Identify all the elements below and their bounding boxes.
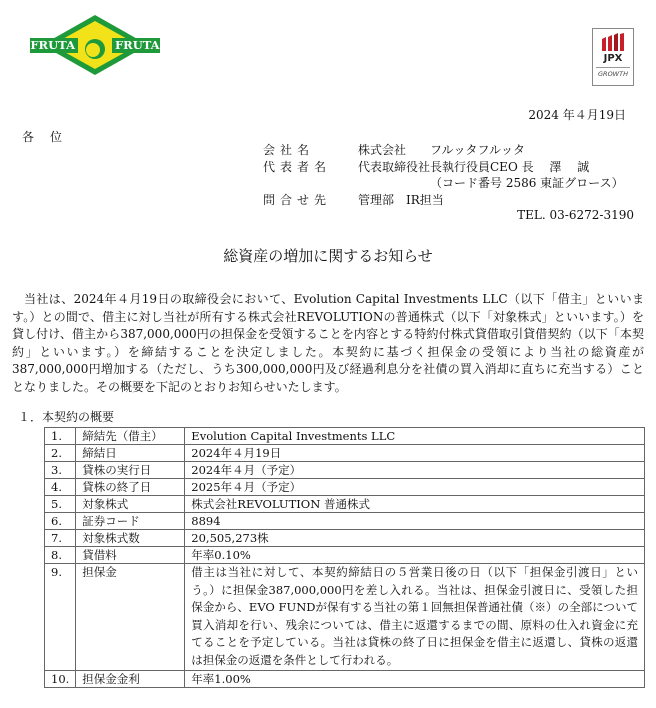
table-row: [45, 670, 645, 687]
body-paragraph: 当社は、2024年４月19日の取締役会において、Evolution Capital Investments LLC（以下「借主」といいます。）との間で、借主に対し当社が所有する株式会社REVOLUTIONの普通株式（以下「対象株式」といいます。）を貸し付け、借主から387,000,000円の担保金を受領することを内容とする特約付株式貸借取引貸借契約（以下「本契約」といいます。）を締結することを決定しました。本契約に基づく担保金の受領により当社の総資産が387,000,000円増加する（ただし、うち300,000,000円及び経過利息分を社債の買入消却に直ちに充当する）こととなりました。その概要を下記のとおりお知らせいたします。: [12, 292, 644, 394]
row-number: 6.: [45, 513, 76, 530]
row-number: 1.: [45, 428, 76, 445]
table-row: [45, 496, 645, 513]
row-value: 2025年４月（予定）: [185, 479, 645, 496]
row-label: 締結日: [76, 445, 185, 462]
table-row: [45, 479, 645, 496]
row-value: 8894: [185, 513, 645, 530]
row-label: 担保金金利: [76, 670, 185, 687]
row-label: 対象株式数: [76, 530, 185, 547]
row-value: 20,505,273株: [185, 530, 645, 547]
table-row: [45, 428, 645, 445]
row-number: 7.: [45, 530, 76, 547]
document-date: 2024 年４月19日: [528, 108, 626, 122]
jpx-bars-icon: [602, 33, 624, 51]
row-number: 8.: [45, 547, 76, 564]
company-name-value: 株式会社 フルッタフルッタ: [358, 143, 526, 157]
row-value: Evolution Capital Investments LLC: [185, 428, 645, 445]
row-label: 担保金: [76, 564, 185, 671]
company-logo: [30, 14, 160, 76]
row-label: 貸借料: [76, 547, 185, 564]
row-number: 10.: [45, 670, 76, 687]
stock-code-note: （コード番号 2586 東証グロース）: [430, 176, 624, 190]
row-label: 貸株の実行日: [76, 462, 185, 479]
tel-number: TEL. 03-6272-3190: [517, 208, 634, 222]
row-number: 2.: [45, 445, 76, 462]
row-value: 年率0.10%: [185, 547, 645, 564]
row-label: 締結先（借主）: [76, 428, 185, 445]
representative-row: [263, 159, 589, 176]
representative-label: 代表者名: [263, 159, 332, 174]
logo-text: FRUTA FRUTA: [30, 38, 160, 52]
section-heading: １．本契約の概要: [18, 410, 115, 424]
row-label: 証券コード: [76, 513, 185, 530]
overview-table: [44, 427, 645, 688]
row-value: 2024年４月19日: [185, 445, 645, 462]
table-row: [45, 530, 645, 547]
row-value: 年率1.00%: [185, 670, 645, 687]
row-number: 9.: [45, 564, 76, 671]
row-label: 貸株の終了日: [76, 479, 185, 496]
row-label: 対象株式: [76, 496, 185, 513]
table-row: [45, 513, 645, 530]
row-number: 5.: [45, 496, 76, 513]
contact-row: [263, 192, 589, 209]
contact-label: 問合せ先: [263, 193, 332, 207]
jpx-text: JPX: [603, 53, 623, 64]
company-name-row: [263, 142, 589, 159]
page-title: 総資産の増加に関するお知らせ: [223, 247, 433, 265]
representative-value: 代表取締役社長執行役員CEO 長 澤 誠: [358, 159, 590, 174]
company-name-label: 会社名: [263, 143, 315, 157]
growth-text: GROWTH: [598, 70, 628, 78]
row-value: 2024年４月（予定）: [185, 462, 645, 479]
row-number: 3.: [45, 462, 76, 479]
table-row: [45, 462, 645, 479]
table-row: [45, 445, 645, 462]
contact-value: 管理部 IR担当: [358, 193, 444, 207]
jpx-growth-logo: [592, 28, 634, 86]
addressee: 各位: [22, 130, 79, 144]
row-value: 借主は当社に対して、本契約締結日の５営業日後の日（以下「担保金引渡日」という。）に担保金387,000,000円を差し入れる。当社は、担保金引渡日に、受領した担保金から、EVO FUNDが保有する当社の第１回無担保普通社債（※）の全部について買入消却を行い、残余については、借主に返還するまでの間、原料の仕入れ資金に充てることを予定している。当社は貸株の終了日に担保金を借主に返還し、貸株の返還は担保金の返還を条件として行われる。: [185, 564, 645, 671]
row-value: 株式会社REVOLUTION 普通株式: [185, 496, 645, 513]
table-row: [45, 564, 645, 671]
row-number: 4.: [45, 479, 76, 496]
table-row: [45, 547, 645, 564]
